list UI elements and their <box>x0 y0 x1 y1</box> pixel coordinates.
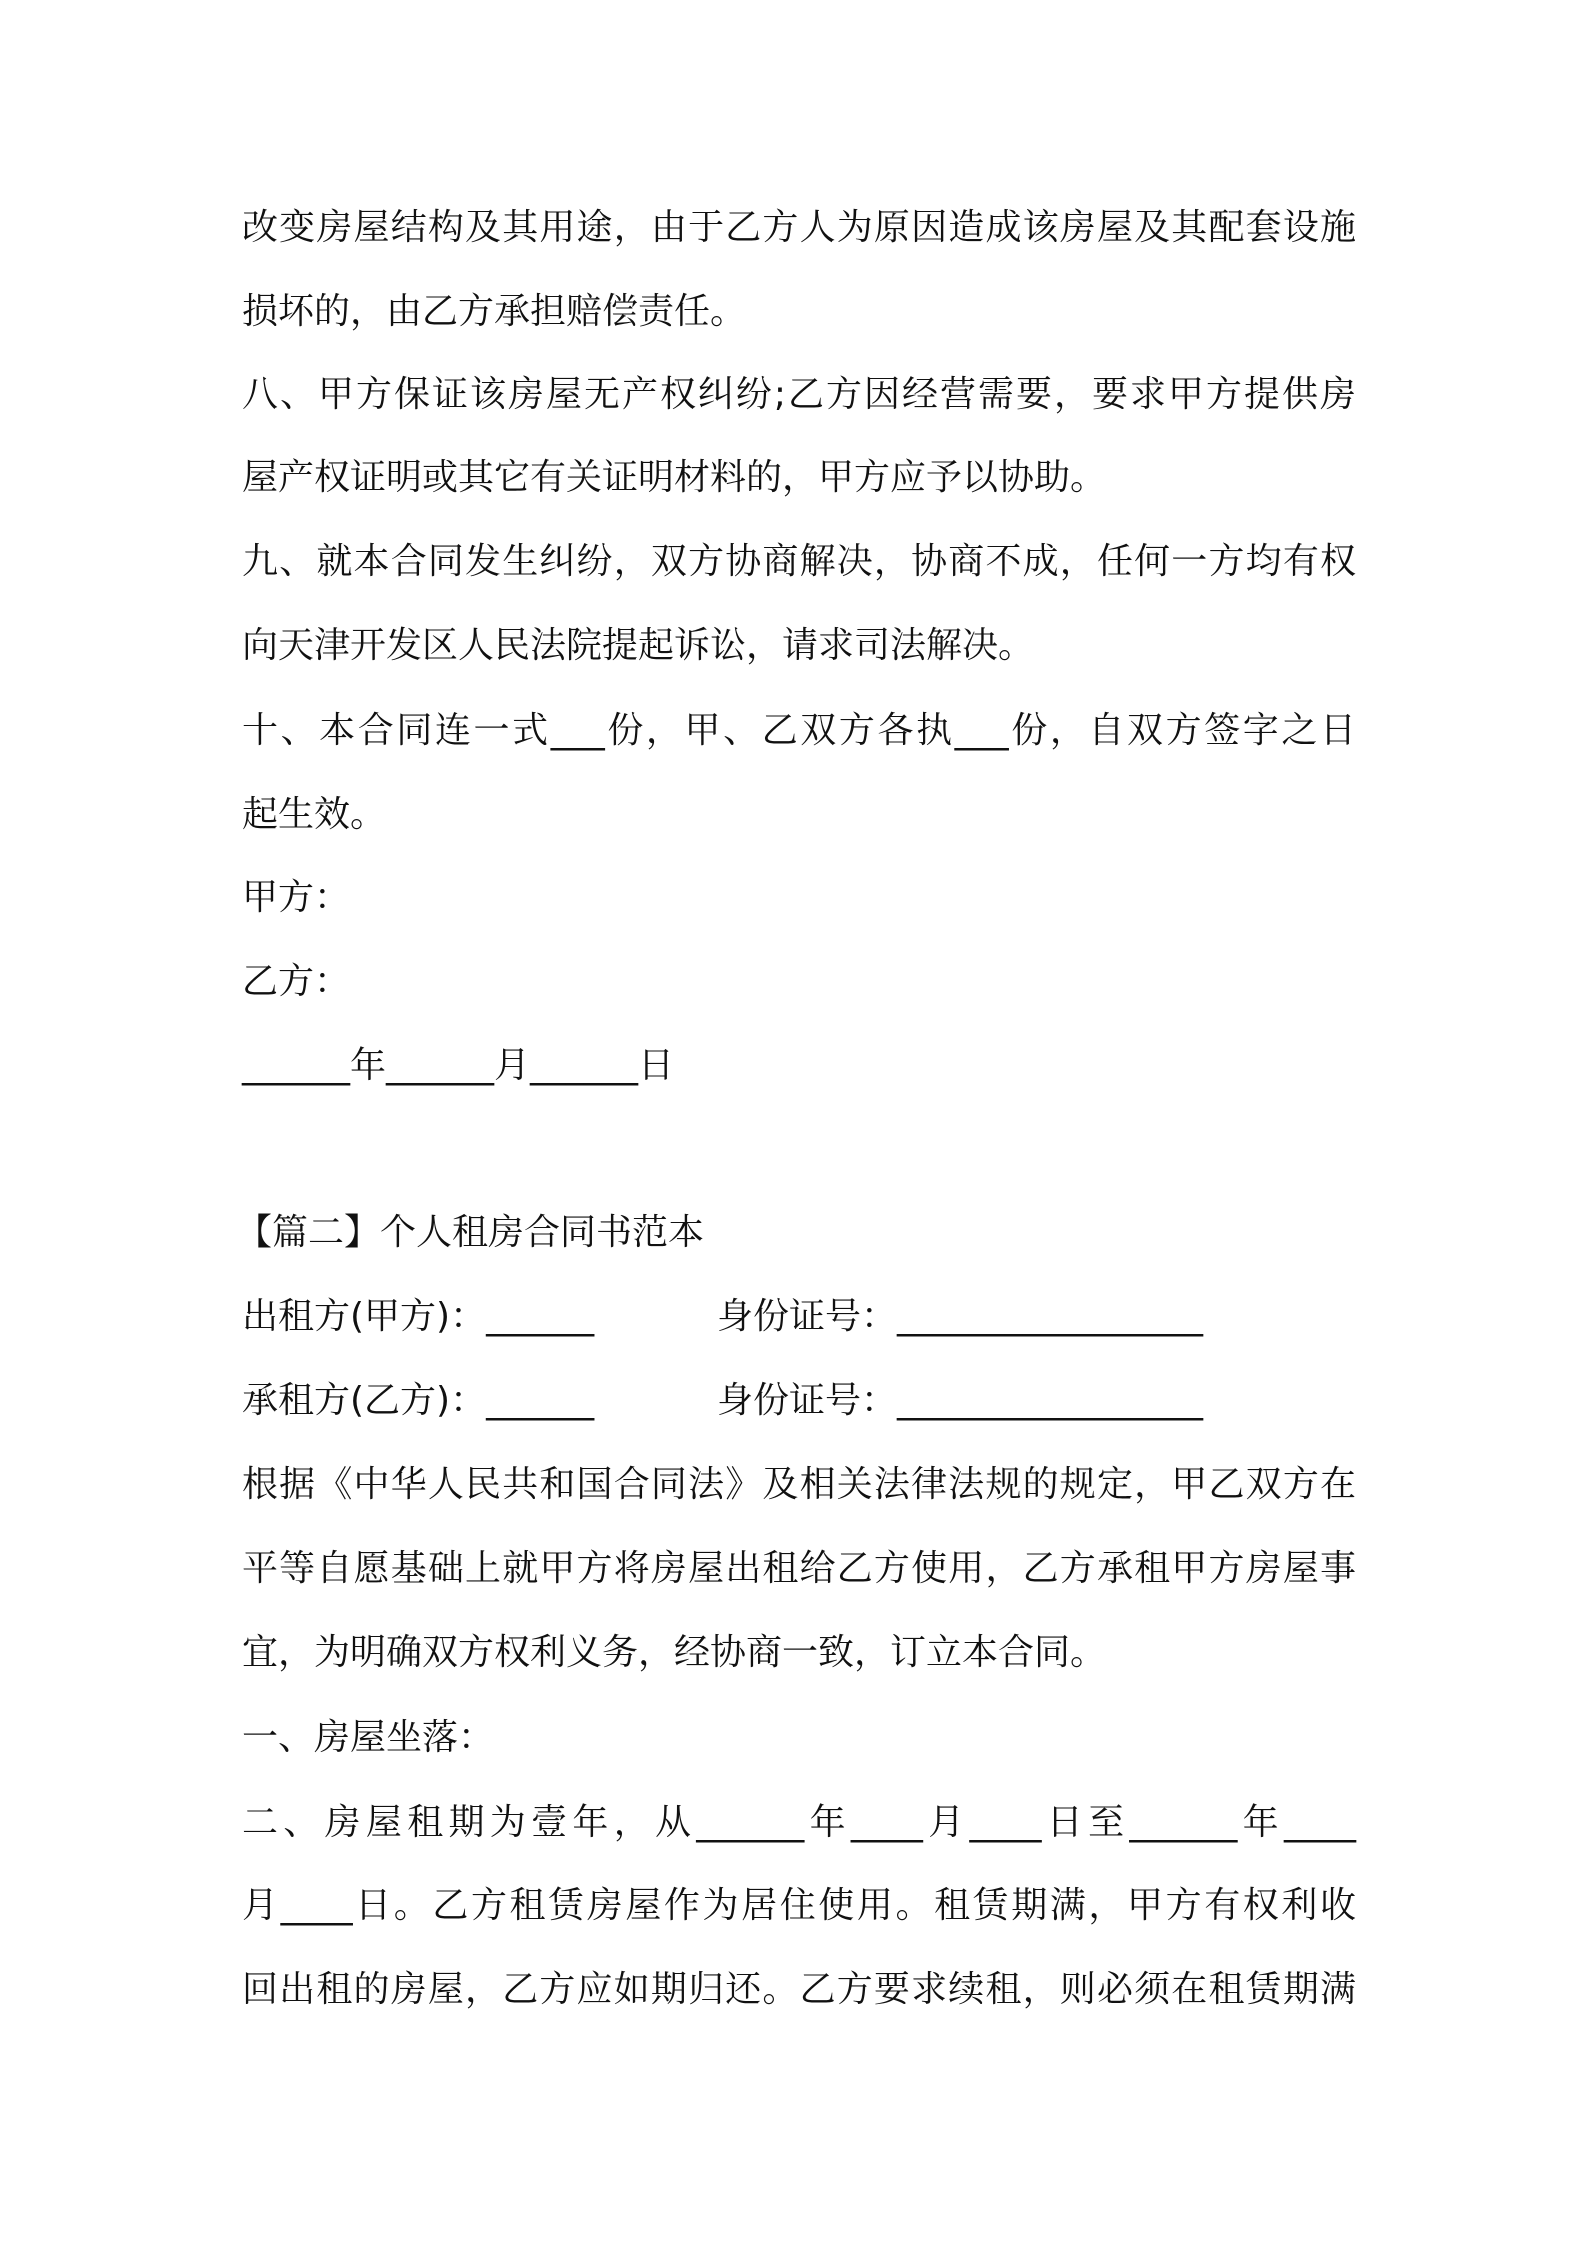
paragraph-line: 宜，为明确双方权利义务，经协商一致，订立本合同。 <box>242 1632 1107 1673</box>
paragraph-line: 平等自愿基础上就甲方将房屋出租给乙方使用，乙方承租甲方房屋事 <box>242 1548 1356 1589</box>
paragraph-line: 根据《中华人民共和国合同法》及相关法律法规的规定，甲乙双方在 <box>242 1464 1356 1505</box>
party-b-signature: 乙方： <box>242 961 351 1002</box>
party-a-signature: 甲方： <box>242 877 351 918</box>
paragraph-line: 损坏的，由乙方承担赔偿责任。 <box>242 291 747 332</box>
signature-date: ______年______月______日 <box>242 1045 674 1086</box>
lessee-label: 承租方(乙方)：______ <box>242 1380 595 1421</box>
paragraph-line: 改变房屋结构及其用途，由于乙方人为原因造成该房屋及其配套设施 <box>242 207 1356 248</box>
clause-2-line: 二、房屋租期为壹年，从______年____月____日至______年____ <box>242 1802 1356 1843</box>
paragraph-line: 起生效。 <box>242 794 387 835</box>
lessor-label: 出租方(甲方)：______ <box>242 1296 595 1337</box>
clause-9-line: 九、就本合同发生纠纷，双方协商解决，协商不成，任何一方均有权 <box>242 541 1356 582</box>
paragraph-line: 屋产权证明或其它有关证明材料的，甲方应予以协助。 <box>242 457 1107 498</box>
clause-1-line: 一、房屋坐落： <box>242 1717 495 1758</box>
clause-10-line: 十、本合同连一式___份，甲、乙双方各执___份，自双方签字之日 <box>242 710 1356 751</box>
paragraph-line: 回出租的房屋，乙方应如期归还。乙方要求续租，则必须在租赁期满 <box>242 1969 1356 2010</box>
clause-8-line: 八、甲方保证该房屋无产权纠纷;乙方因经营需要，要求甲方提供房 <box>242 374 1356 415</box>
paragraph-line: 月____日。乙方租赁房屋作为居住使用。租赁期满，甲方有权利收 <box>242 1885 1356 1926</box>
lessor-id: 身份证号：_________________ <box>717 1296 1204 1337</box>
lessee-id: 身份证号：_________________ <box>717 1380 1204 1421</box>
section-title: 【篇二】个人租房合同书范本 <box>236 1212 705 1253</box>
paragraph-line: 向天津开发区人民法院提起诉讼，请求司法解决。 <box>242 625 1035 666</box>
